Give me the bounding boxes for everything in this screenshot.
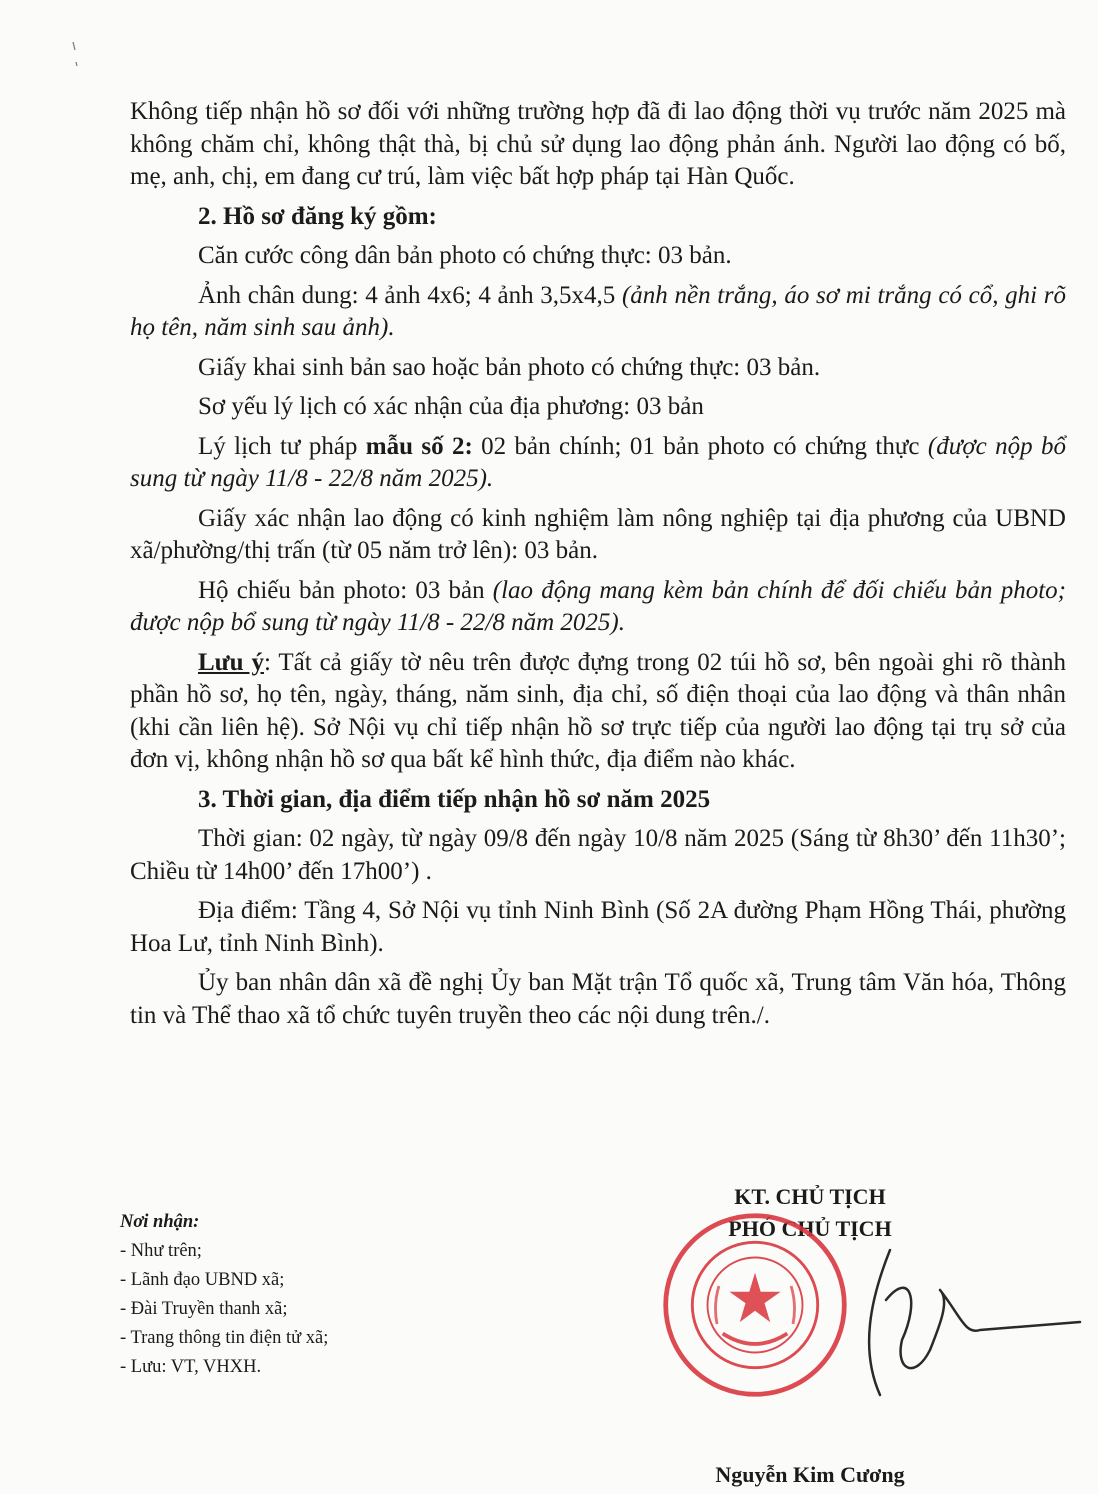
requirement-item: Căn cước công dân bản photo có chứng thực: 03 bản. [198, 242, 732, 269]
signature-block [640, 1180, 980, 1487]
requirement-item: Sơ yếu lý lịch có xác nhận của địa phương: 03 bản [198, 393, 704, 420]
recipient-item: - Trang thông tin điện tử xã; [120, 1328, 329, 1348]
recipient-item: - Lãnh đạo UBND xã; [120, 1270, 285, 1290]
recipient-item: - Như trên; [120, 1241, 202, 1261]
requirement-item: Giấy xác nhận lao động có kinh nghiệm làm nông nghiệp tại địa phương của UBND xã/phường/thị trấn (từ 05 năm trở lên): 03 bản. [130, 504, 1066, 564]
item-text: Lý lịch tư pháp [198, 432, 366, 460]
item-note: (lao động mang kèm bản chính để đối chiếu bản photo; được nộp bổ sung từ ngày 11/8 - 22/8 năm 2025). [130, 576, 1066, 636]
note-label: Lưu ý [198, 648, 264, 676]
scan-mark [70, 40, 80, 70]
section-2-heading: 2. Hồ sơ đăng ký gồm: [198, 202, 437, 230]
document-body [130, 96, 1066, 1039]
signature-title-line2: PHÓ CHỦ TỊCH [728, 1216, 892, 1241]
item-text: Hộ chiếu bản photo: 03 bản [198, 576, 493, 604]
requirement-item [130, 575, 1066, 640]
item-text: Ảnh chân dung: 4 ảnh 4x6; 4 ảnh 3,5x4,5 [198, 281, 622, 309]
item-note: (được nộp bổ sung từ ngày 11/8 - 22/8 năm 2025). [130, 432, 1066, 492]
signer-name: Nguyễn Kim Cương [715, 1462, 905, 1487]
section-3-heading: 3. Thời gian, địa điểm tiếp nhận hồ sơ năm 2025 [198, 785, 711, 813]
requirement-item [130, 280, 1066, 345]
intro-paragraph: Không tiếp nhận hồ sơ đối với những trường hợp đã đi lao động thời vụ trước năm 2025 mà không chăm chỉ, không thật thà, bị chủ sử dụng lao động phản ánh. Người lao động có bố, mẹ, anh, chị, em đang cư trú, làm việc bất hợp pháp tại Hàn Quốc. [130, 98, 1066, 190]
signature-title-line1: KT. CHỦ TỊCH [734, 1184, 886, 1209]
note-paragraph [130, 647, 1066, 777]
item-emphasis: mẫu số 2: [365, 432, 473, 460]
recipients-title: Nơi nhận: [120, 1212, 200, 1232]
recipient-item: - Lưu: VT, VHXH. [120, 1357, 262, 1377]
item-note: (ảnh nền trắng, áo sơ mi trắng có cổ, ghi rõ họ tên, năm sinh sau ảnh). [130, 281, 1066, 341]
requirement-item [130, 431, 1066, 496]
recipients-block [120, 1208, 450, 1382]
closing-paragraph: Ủy ban nhân dân xã đề nghị Ủy ban Mặt trận Tổ quốc xã, Trung tâm Văn hóa, Thông tin và Thể thao xã tổ chức tuyên truyền theo các nội dung trên./. [130, 969, 1066, 1029]
item-text: 02 bản chính; 01 bản photo có chứng thực [472, 432, 928, 460]
requirement-item: Giấy khai sinh bản sao hoặc bản photo có chứng thực: 03 bản. [198, 353, 821, 381]
handwritten-signature-icon [790, 1230, 1090, 1420]
place-paragraph: Địa điểm: Tầng 4, Sở Nội vụ tỉnh Ninh Bình (Số 2A đường Phạm Hồng Thái, phường Hoa Lư, tỉnh Ninh Bình). [130, 897, 1066, 957]
note-text: : Tất cả giấy tờ nêu trên được đựng trong 02 túi hồ sơ, bên ngoài ghi rõ thành phần hồ sơ, họ tên, ngày, tháng, năm sinh, địa chỉ, số điện thoại của lao động và thân nhân (khi cần liên hệ). Sở Nội vụ chỉ tiếp nhận hồ sơ trực tiếp của người lao động tại trụ sở của đơn vị, không nhận hồ sơ qua bất kể hình thức, địa điểm nào khác. [130, 648, 1066, 773]
time-paragraph: Thời gian: 02 ngày, từ ngày 09/8 đến ngày 10/8 năm 2025 (Sáng từ 8h30’ đến 11h30’; Chiều từ 14h00’ đến 17h00’) . [130, 825, 1066, 885]
recipient-item: - Đài Truyền thanh xã; [120, 1299, 288, 1319]
